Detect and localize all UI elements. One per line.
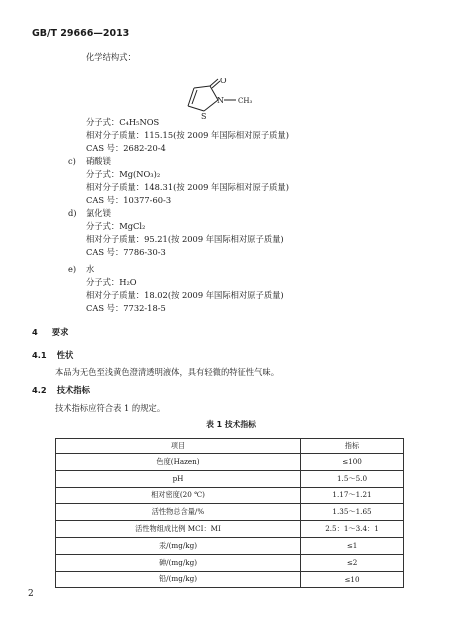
table-cell-value: 1.17～1.21 <box>301 487 404 504</box>
table-row <box>56 521 404 538</box>
section-title: 要求 <box>51 327 69 337</box>
column-header-indicator: 指标 <box>301 439 404 454</box>
cas-number-b: CAS 号：2682-20-4 <box>86 143 166 153</box>
table-cell-value: 2.5：1～3.4：1 <box>301 521 404 538</box>
section-4-heading <box>32 327 68 338</box>
section-number: 4.2 <box>32 385 47 395</box>
table-row <box>56 537 404 554</box>
section-title: 性状 <box>56 350 74 360</box>
table-cell-value: ≤2 <box>301 554 404 571</box>
table-row <box>56 454 404 471</box>
formula-line-d <box>86 221 145 232</box>
table-row <box>56 504 404 521</box>
molecular-mass-d: 相对分子质量：95.21(按 2009 年国际相对原子质量) <box>86 234 284 244</box>
technical-indicators-table <box>55 438 404 588</box>
section-4-2-text: 技术指标应符合表 1 的规定。 <box>55 403 166 413</box>
cas-number-c: CAS 号：10377-60-3 <box>86 195 172 205</box>
table-cell-item: 活性物组成比例 MCI：MI <box>56 521 301 538</box>
nitrogen-atom-label: N <box>217 96 224 105</box>
table-header-row <box>56 439 404 454</box>
section-number: 4.1 <box>32 350 47 360</box>
table-cell-item: 铅/(mg/kg) <box>56 571 301 588</box>
table-cell-value: ≤1 <box>301 537 404 554</box>
table-row <box>56 571 404 588</box>
table-row <box>56 554 404 571</box>
table-cell-item: 汞/(mg/kg) <box>56 537 301 554</box>
compound-name-d: 氯化镁 <box>86 208 111 218</box>
formula-value: MgCl₂ <box>119 221 146 231</box>
section-4-1-heading <box>32 350 73 361</box>
formula-prefix: 分子式： <box>86 117 120 127</box>
table-row <box>56 470 404 487</box>
table-cell-value: ≤10 <box>301 571 404 588</box>
table-cell-value: ≤100 <box>301 454 404 471</box>
list-marker-c: c) <box>68 156 76 166</box>
table-cell-item: 活性物总含量/% <box>56 504 301 521</box>
formula-prefix: 分子式： <box>86 277 120 287</box>
table-cell-item: 色度(Hazen) <box>56 454 301 471</box>
formula-value: C₄H₅NOS <box>119 117 160 127</box>
formula-line-b <box>86 117 159 128</box>
structure-label: 化学结构式： <box>86 52 136 62</box>
section-number: 4 <box>32 327 38 337</box>
page-number: 2 <box>28 589 34 599</box>
table-cell-item: 砷/(mg/kg) <box>56 554 301 571</box>
formula-value: H₂O <box>119 277 137 287</box>
section-4-1-text: 本品为无色至浅黄色澄清透明液体，具有轻微的特征性气味。 <box>55 367 280 377</box>
compound-name-c: 硝酸镁 <box>86 156 111 166</box>
table-caption: 表 1 技术指标 <box>206 420 256 429</box>
table-cell-value: 1.35～1.65 <box>301 504 404 521</box>
chemical-structure-diagram <box>150 78 270 120</box>
table-row <box>56 487 404 504</box>
standard-code: GB/T 29666—2013 <box>32 28 130 39</box>
cas-number-d: CAS 号：7786-30-3 <box>86 247 166 257</box>
methyl-group-label: CH₃ <box>238 97 253 105</box>
column-header-item: 项目 <box>56 439 301 454</box>
cas-number-e: CAS 号：7732-18-5 <box>86 303 166 313</box>
compound-name-e: 水 <box>86 264 95 274</box>
table-cell-item: 相对密度(20 ℃) <box>56 487 301 504</box>
formula-prefix: 分子式： <box>86 169 120 179</box>
formula-line-c <box>86 169 160 180</box>
oxygen-atom-label: O <box>220 78 227 85</box>
formula-line-e <box>86 277 137 288</box>
formula-value: Mg(NO₃)₂ <box>119 169 161 179</box>
list-marker-d: d) <box>68 208 77 218</box>
sulfur-atom-label: S <box>201 112 207 120</box>
molecular-mass-e: 相对分子质量：18.02(按 2009 年国际相对原子质量) <box>86 290 284 300</box>
list-marker-e: e) <box>68 264 77 274</box>
table-cell-value: 1.5～5.0 <box>301 470 404 487</box>
table-cell-item: pH <box>56 470 301 487</box>
section-title: 技术指标 <box>56 385 90 395</box>
formula-prefix: 分子式： <box>86 221 120 231</box>
section-4-2-heading <box>32 385 90 396</box>
molecular-mass-c: 相对分子质量：148.31(按 2009 年国际相对原子质量) <box>86 182 289 192</box>
molecular-mass-b: 相对分子质量：115.15(按 2009 年国际相对原子质量) <box>86 130 289 140</box>
